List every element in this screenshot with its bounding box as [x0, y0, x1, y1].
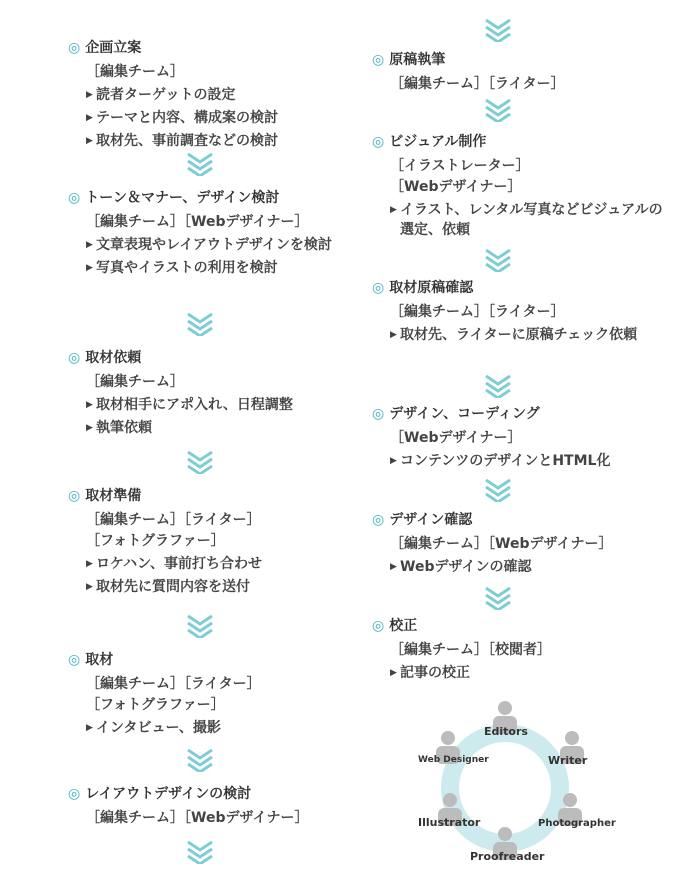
step-title	[372, 50, 672, 70]
down-chevron-icon	[484, 586, 512, 610]
step-title-text: 校正	[389, 618, 418, 634]
step-title-text: 原稿執筆	[389, 52, 446, 68]
step-task-text: イラスト、レンタル写真などビジュアルの選定、依頼	[400, 202, 663, 238]
team-diagram	[412, 700, 616, 870]
step-task-text: 取材先、ライターに原稿チェック依頼	[400, 327, 638, 343]
circle-marker-icon: ◎	[372, 406, 385, 422]
step-task	[86, 395, 348, 415]
circle-marker-icon: ◎	[372, 512, 385, 528]
step-task-text: テーマと内容、構成案の検討	[96, 110, 278, 126]
step-role: ［編集チーム］［校閲者］	[390, 642, 551, 658]
down-chevron-icon	[186, 152, 214, 176]
team-label-photographer: Photographer	[538, 818, 616, 829]
down-chevron-icon	[186, 450, 214, 474]
step-task-text: 取材先、事前調査などの検討	[96, 133, 278, 149]
right-step	[372, 278, 672, 345]
triangle-bullet-icon: ▶	[390, 330, 397, 340]
step-task-text: Webデザインの確認	[400, 559, 532, 575]
step-role: ［編集チーム］	[86, 374, 184, 390]
triangle-bullet-icon: ▶	[390, 205, 397, 215]
triangle-bullet-icon: ▶	[86, 90, 93, 100]
step-role: ［Webデザイナー］	[390, 430, 522, 446]
left-step	[68, 38, 348, 151]
step-title-text: 取材原稿確認	[389, 280, 474, 296]
step-role: ［Webデザイナー］	[390, 179, 522, 195]
step-title	[68, 784, 348, 804]
right-step	[372, 404, 672, 471]
step-title-text: 取材依頼	[85, 350, 142, 366]
step-task-text: インタビュー、撮影	[96, 720, 221, 736]
step-title-text: トーン＆マナー、デザイン検討	[85, 190, 280, 206]
step-title	[372, 278, 672, 298]
circle-marker-icon: ◎	[68, 190, 81, 206]
down-chevron-icon	[484, 98, 512, 122]
left-step	[68, 348, 348, 438]
down-chevron-icon	[484, 18, 512, 42]
triangle-bullet-icon: ▶	[86, 559, 93, 569]
step-title-text: デザイン、コーディング	[389, 406, 540, 422]
circle-marker-icon: ◎	[68, 40, 81, 56]
step-title-text: デザイン確認	[389, 512, 473, 528]
circle-marker-icon: ◎	[372, 280, 385, 296]
down-chevron-icon	[186, 748, 214, 772]
step-task-text: 読者ターゲットの設定	[96, 87, 236, 103]
right-step	[372, 132, 672, 240]
step-role: ［編集チーム］	[86, 64, 184, 80]
step-task-text: 写真やイラストの利用を検討	[96, 260, 278, 276]
step-task	[390, 557, 672, 577]
step-task	[86, 258, 348, 278]
right-step	[372, 50, 672, 94]
team-label-writer: Writer	[548, 754, 588, 767]
triangle-bullet-icon: ▶	[86, 136, 93, 146]
step-task	[86, 418, 348, 438]
down-chevron-icon	[484, 248, 512, 272]
step-title	[68, 38, 348, 58]
step-title	[372, 510, 672, 530]
step-title	[68, 486, 348, 506]
step-role: ［編集チーム］［Webデザイナー］	[390, 536, 613, 552]
left-step	[68, 784, 348, 828]
step-role: ［フォトグラファー］	[86, 533, 225, 549]
step-title	[68, 188, 348, 208]
triangle-bullet-icon: ▶	[86, 263, 93, 273]
triangle-bullet-icon: ▶	[86, 423, 93, 433]
step-title	[372, 132, 672, 152]
team-label-editors: Editors	[484, 725, 528, 738]
step-title-text: ビジュアル制作	[389, 134, 487, 150]
left-step	[68, 650, 348, 738]
triangle-bullet-icon: ▶	[390, 562, 397, 572]
step-role: ［編集チーム］［ライター］	[390, 76, 565, 92]
triangle-bullet-icon: ▶	[86, 113, 93, 123]
step-task	[390, 451, 672, 471]
step-title-text: レイアウトデザインの検討	[85, 786, 252, 802]
down-chevron-icon	[186, 312, 214, 336]
step-task-text: 執筆依頼	[96, 420, 152, 436]
step-task-text: ロケハン、事前打ち合わせ	[96, 556, 263, 572]
circle-marker-icon: ◎	[68, 350, 81, 366]
down-chevron-icon	[186, 614, 214, 638]
step-task-text: 文章表現やレイアウトデザインを検討	[96, 237, 332, 253]
step-title-text: 取材	[85, 652, 114, 668]
step-role: ［編集チーム］［Webデザイナー］	[86, 214, 309, 230]
step-title	[68, 650, 348, 670]
step-role: ［編集チーム］［ライター］	[390, 304, 565, 320]
step-role: ［イラストレーター］	[390, 158, 530, 174]
right-step	[372, 616, 672, 683]
triangle-bullet-icon: ▶	[390, 456, 397, 466]
step-role: ［編集チーム］［ライター］	[86, 512, 261, 528]
team-label-web-designer: Web Designer	[418, 755, 489, 765]
step-task	[86, 577, 348, 597]
step-task-text: 取材先に質問内容を送付	[96, 579, 250, 595]
left-step	[68, 188, 348, 278]
step-title	[372, 404, 672, 424]
triangle-bullet-icon: ▶	[86, 240, 93, 250]
step-task	[86, 235, 348, 255]
triangle-bullet-icon: ▶	[86, 400, 93, 410]
step-task-text: 取材相手にアポ入れ、日程調整	[96, 397, 293, 413]
team-label-illustrator: Illustrator	[418, 816, 481, 829]
step-task	[86, 718, 348, 738]
step-title	[68, 348, 348, 368]
step-task	[86, 108, 348, 128]
step-task-text: コンテンツのデザインとHTML化	[400, 453, 611, 469]
circle-marker-icon: ◎	[372, 134, 385, 150]
triangle-bullet-icon: ▶	[390, 668, 397, 678]
down-chevron-icon	[186, 840, 214, 864]
down-chevron-icon	[484, 374, 512, 398]
team-label-proofreader: Proofreader	[470, 850, 545, 863]
step-task-text: 記事の校正	[400, 665, 470, 681]
step-task	[390, 200, 672, 240]
step-role: ［フォトグラファー］	[86, 697, 225, 713]
right-step	[372, 510, 672, 577]
step-role: ［編集チーム］［Webデザイナー］	[86, 810, 309, 826]
circle-marker-icon: ◎	[372, 52, 385, 68]
step-task	[86, 85, 348, 105]
step-task	[390, 663, 672, 683]
circle-marker-icon: ◎	[68, 652, 81, 668]
circle-marker-icon: ◎	[68, 786, 81, 802]
circle-marker-icon: ◎	[372, 618, 385, 634]
step-title-text: 企画立案	[85, 40, 142, 56]
triangle-bullet-icon: ▶	[86, 582, 93, 592]
left-step	[68, 486, 348, 597]
step-task	[86, 131, 348, 151]
step-role: ［編集チーム］［ライター］	[86, 676, 261, 692]
step-task	[86, 554, 348, 574]
down-chevron-icon	[484, 478, 512, 502]
step-title	[372, 616, 672, 636]
circle-marker-icon: ◎	[68, 488, 81, 504]
step-task	[390, 325, 672, 345]
step-title-text: 取材準備	[85, 488, 142, 504]
triangle-bullet-icon: ▶	[86, 723, 93, 733]
